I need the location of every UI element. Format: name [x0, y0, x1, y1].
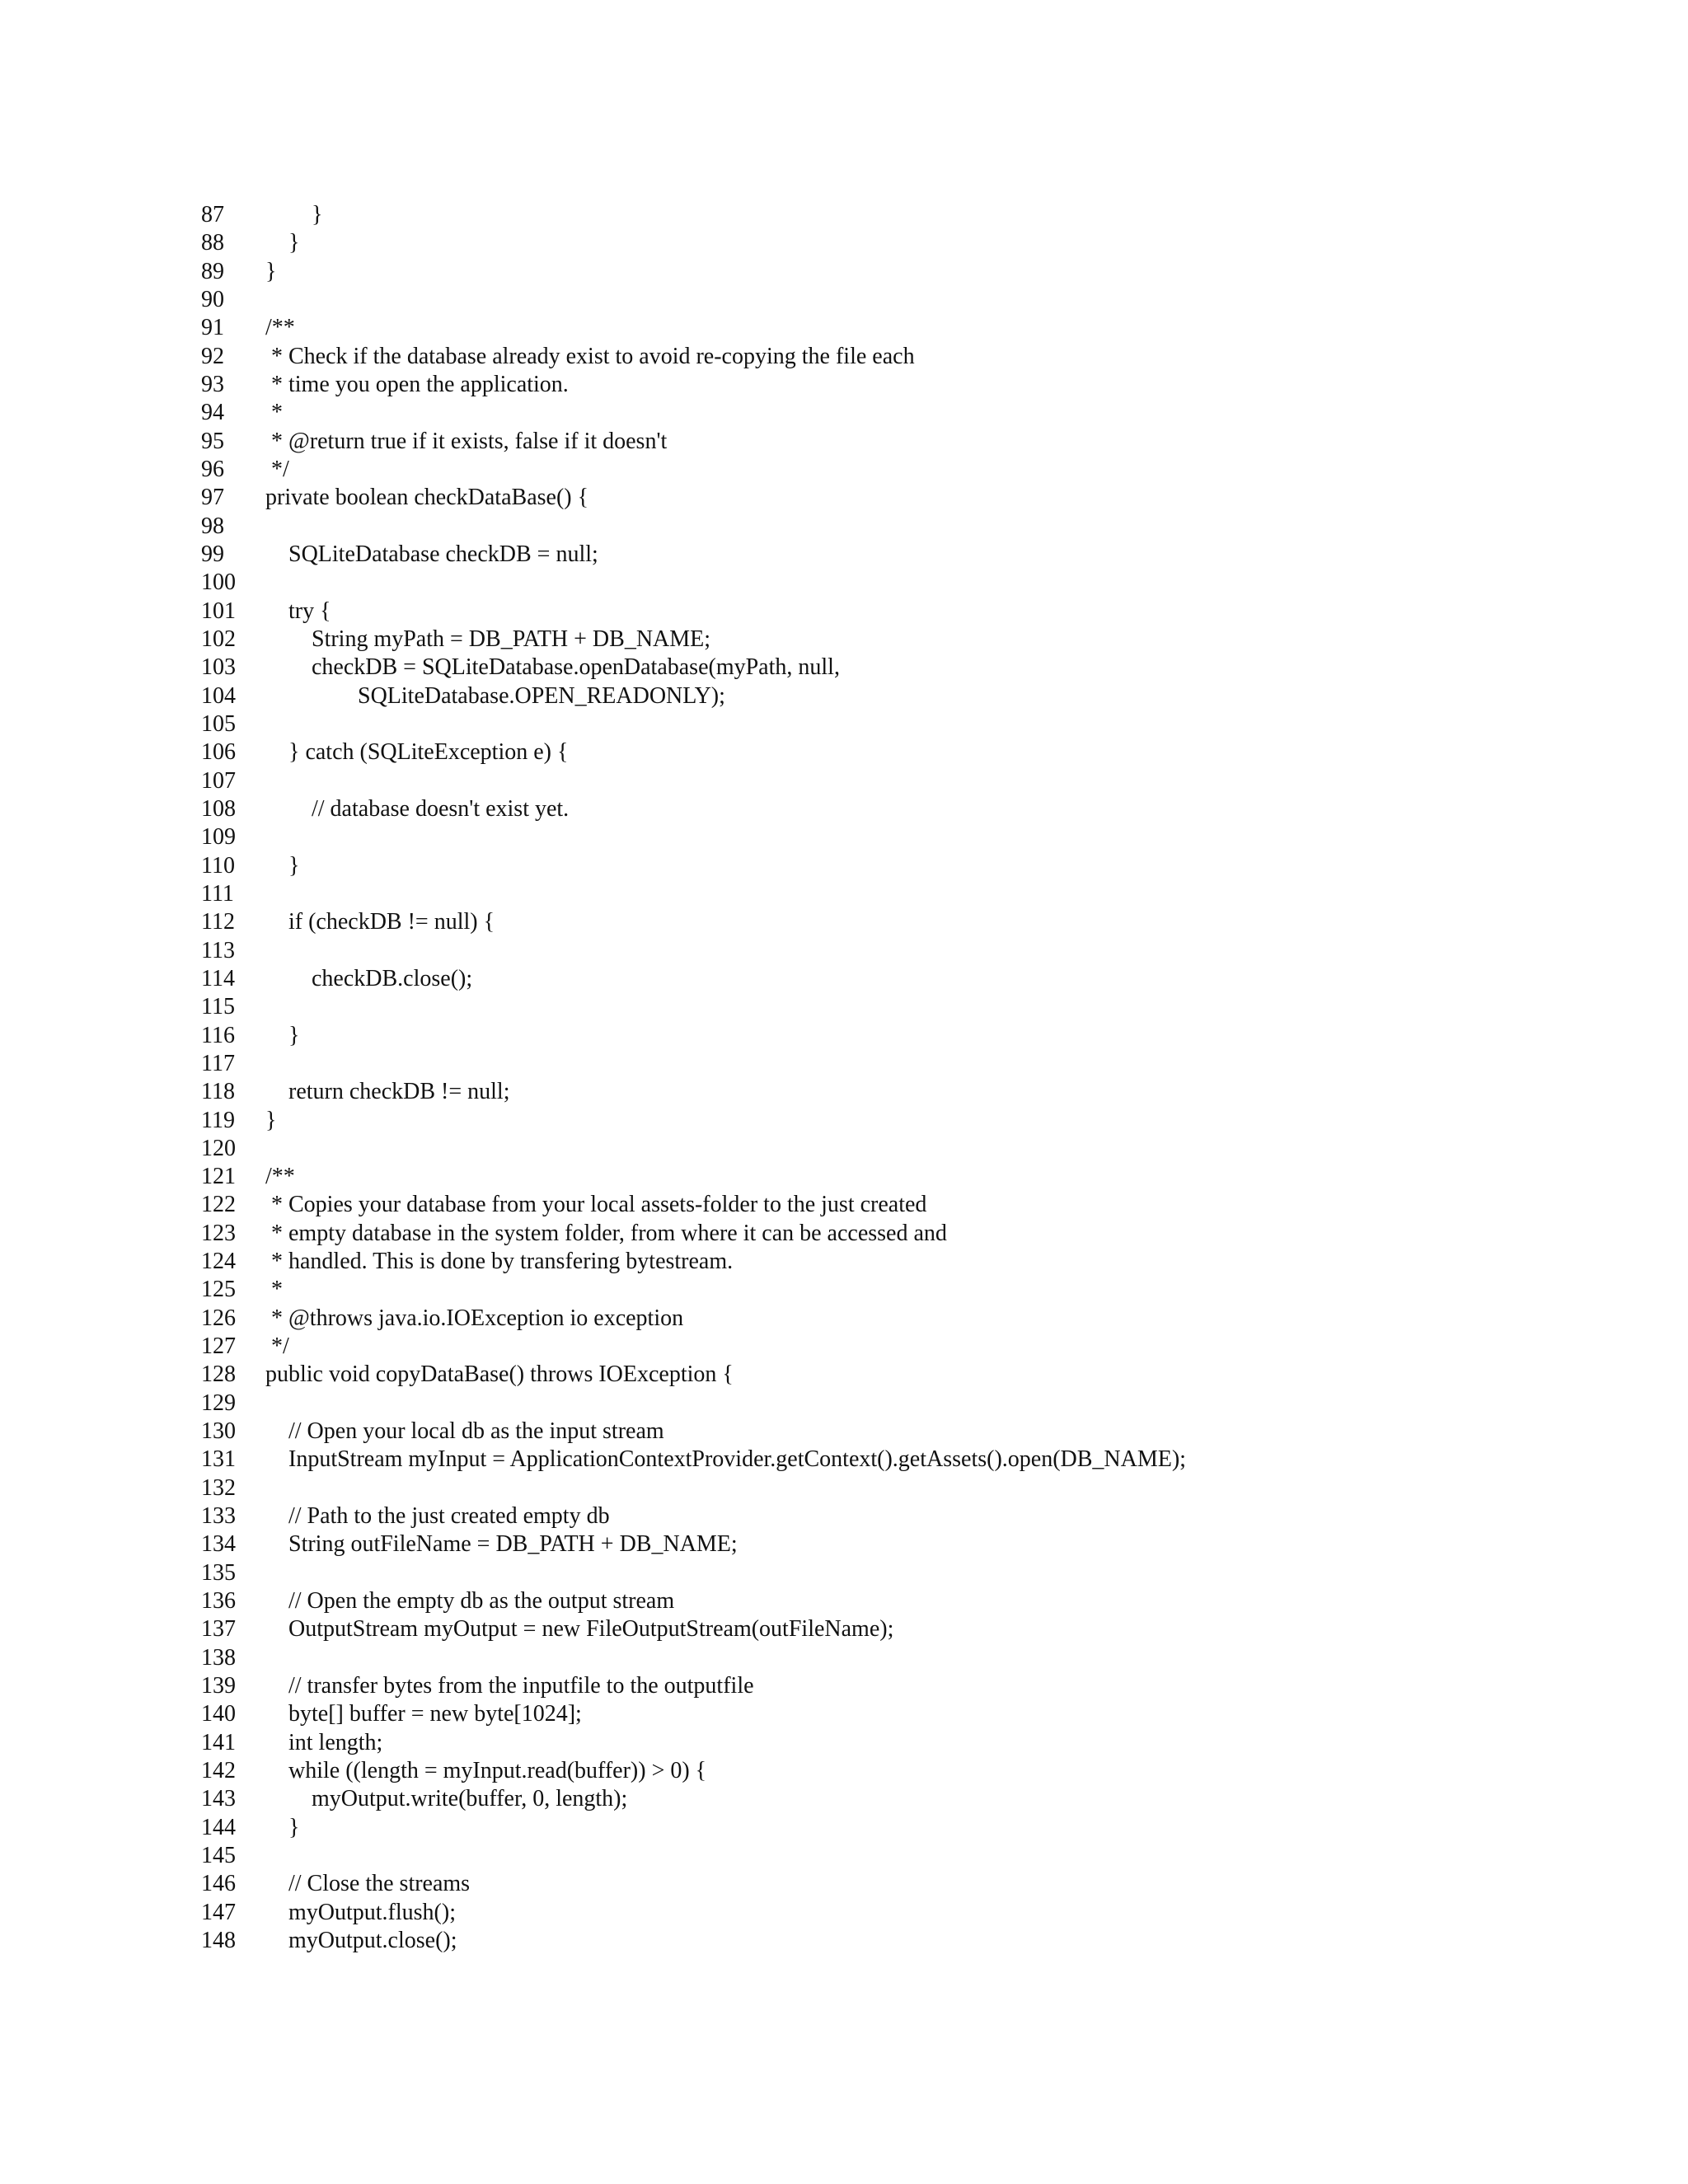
- code-line: [0, 1644, 1688, 1672]
- code-text: String outFileName = DB_PATH + DB_NAME;: [265, 1531, 738, 1558]
- line-number: 115: [201, 994, 235, 1020]
- code-line: [0, 1502, 1688, 1530]
- line-number: 112: [201, 909, 235, 935]
- line-number: 147: [201, 1899, 236, 1925]
- code-text: }: [265, 258, 277, 284]
- code-text: while ((length = myInput.read(buffer)) > 0) {: [265, 1758, 707, 1784]
- code-text: // Close the streams: [265, 1871, 471, 1897]
- code-text: checkDB = SQLiteDatabase.openDatabase(myPath, null,: [265, 654, 840, 681]
- code-text: } catch (SQLiteException e) {: [265, 739, 569, 766]
- line-number: 135: [201, 1559, 236, 1586]
- line-number: 116: [201, 1022, 235, 1048]
- code-line: [0, 1135, 1688, 1163]
- code-text: // Open your local db as the input stream: [265, 1418, 664, 1445]
- line-number: 124: [201, 1249, 236, 1275]
- code-line: [0, 738, 1688, 766]
- code-line: [0, 1899, 1688, 1927]
- code-text: myOutput.write(buffer, 0, length);: [265, 1786, 628, 1812]
- code-line: [0, 1446, 1688, 1474]
- code-text: * handled. This is done by transfering bytestream.: [265, 1249, 734, 1275]
- line-number: 138: [201, 1644, 236, 1671]
- code-text: * @throws java.io.IOException io exception: [265, 1305, 684, 1331]
- line-number: 121: [201, 1164, 236, 1190]
- line-number: 96: [201, 456, 224, 482]
- code-text: int length;: [265, 1729, 383, 1755]
- line-number: 87: [201, 202, 224, 227]
- line-number: 111: [201, 880, 234, 907]
- line-number: 94: [201, 400, 224, 426]
- code-line: [0, 1559, 1688, 1587]
- code-text: * time you open the application.: [265, 371, 569, 397]
- code-text: OutputStream myOutput = new FileOutputStream(outFileName);: [265, 1616, 894, 1643]
- line-number: 119: [201, 1107, 235, 1133]
- code-line: [0, 1191, 1688, 1219]
- line-number: 89: [201, 258, 224, 284]
- code-line: [0, 399, 1688, 427]
- code-text: }: [265, 852, 300, 879]
- code-text: }: [265, 1814, 300, 1840]
- code-line: [0, 1700, 1688, 1728]
- code-line: [0, 1418, 1688, 1446]
- line-number: 92: [201, 343, 224, 369]
- code-text: */: [265, 1333, 289, 1360]
- line-number: 103: [201, 654, 236, 681]
- code-line: [0, 258, 1688, 286]
- line-number: 105: [201, 710, 236, 737]
- code-text: }: [265, 230, 300, 256]
- code-text: *: [265, 1277, 283, 1303]
- code-text: public void copyDataBase() throws IOException {: [265, 1361, 734, 1388]
- code-line: [0, 1050, 1688, 1078]
- code-line: [0, 343, 1688, 371]
- code-line: [0, 286, 1688, 314]
- line-number: 137: [201, 1616, 236, 1643]
- code-listing: [0, 201, 1688, 1955]
- line-number: 102: [201, 626, 236, 652]
- code-text: * Copies your database from your local assets-folder to the just created: [265, 1192, 927, 1218]
- code-text: private boolean checkDataBase() {: [265, 485, 589, 511]
- code-line: [0, 513, 1688, 541]
- line-number: 122: [201, 1192, 236, 1218]
- code-line: [0, 1615, 1688, 1643]
- code-text: // Open the empty db as the output stream: [265, 1588, 675, 1615]
- line-number: 109: [201, 824, 236, 851]
- code-line: [0, 456, 1688, 484]
- code-line: [0, 428, 1688, 456]
- code-line: [0, 626, 1688, 654]
- code-line: [0, 541, 1688, 569]
- code-text: SQLiteDatabase checkDB = null;: [265, 541, 598, 567]
- code-line: [0, 1022, 1688, 1050]
- code-line: [0, 1785, 1688, 1813]
- line-number: 130: [201, 1418, 236, 1445]
- line-number: 146: [201, 1871, 236, 1897]
- code-line: [0, 1276, 1688, 1304]
- code-line: [0, 1870, 1688, 1898]
- code-text: checkDB.close();: [265, 965, 473, 991]
- line-number: 123: [201, 1220, 236, 1246]
- code-line: [0, 1220, 1688, 1248]
- line-number: 133: [201, 1503, 236, 1530]
- code-line: [0, 767, 1688, 795]
- code-text: SQLiteDatabase.OPEN_READONLY);: [265, 682, 725, 709]
- code-line: [0, 1927, 1688, 1955]
- code-line: [0, 993, 1688, 1021]
- line-number: 148: [201, 1928, 236, 1954]
- code-line: [0, 880, 1688, 908]
- code-line: [0, 823, 1688, 851]
- code-line: [0, 1163, 1688, 1191]
- code-line: [0, 314, 1688, 342]
- code-line: [0, 908, 1688, 936]
- line-number: 108: [201, 795, 236, 822]
- code-line: [0, 1361, 1688, 1389]
- code-text: }: [265, 202, 323, 227]
- code-line: [0, 710, 1688, 738]
- line-number: 142: [201, 1758, 236, 1784]
- code-line: [0, 201, 1688, 229]
- code-text: /**: [265, 315, 295, 341]
- code-text: }: [265, 1022, 300, 1048]
- code-text: * @return true if it exists, false if it doesn't: [265, 428, 668, 454]
- code-line: [0, 937, 1688, 965]
- line-number: 125: [201, 1277, 236, 1303]
- line-number: 110: [201, 852, 235, 879]
- line-number: 98: [201, 513, 224, 539]
- code-line: [0, 852, 1688, 880]
- line-number: 101: [201, 598, 236, 624]
- code-line: [0, 1248, 1688, 1276]
- line-number: 136: [201, 1588, 236, 1615]
- line-number: 140: [201, 1701, 236, 1727]
- line-number: 127: [201, 1333, 236, 1360]
- line-number: 139: [201, 1673, 236, 1699]
- line-number: 106: [201, 739, 236, 766]
- code-line: [0, 795, 1688, 823]
- line-number: 117: [201, 1050, 235, 1076]
- line-number: 128: [201, 1361, 236, 1388]
- line-number: 141: [201, 1729, 236, 1755]
- code-line: [0, 1305, 1688, 1333]
- line-number: 113: [201, 937, 235, 963]
- line-number: 131: [201, 1446, 236, 1473]
- line-number: 145: [201, 1843, 236, 1869]
- line-number: 95: [201, 428, 224, 454]
- line-number: 100: [201, 569, 236, 596]
- line-number: 107: [201, 767, 236, 794]
- code-line: [0, 1333, 1688, 1361]
- code-text: return checkDB != null;: [265, 1079, 510, 1105]
- code-text: *: [265, 400, 283, 426]
- line-number: 118: [201, 1079, 235, 1105]
- line-number: 91: [201, 315, 224, 341]
- line-number: 143: [201, 1786, 236, 1812]
- line-number: 129: [201, 1390, 236, 1416]
- code-text: /**: [265, 1164, 295, 1190]
- line-number: 134: [201, 1531, 236, 1558]
- code-line: [0, 1587, 1688, 1615]
- line-number: 99: [201, 541, 224, 567]
- code-line: [0, 1107, 1688, 1135]
- line-number: 114: [201, 965, 235, 991]
- code-line: [0, 965, 1688, 993]
- code-line: [0, 569, 1688, 597]
- line-number: 126: [201, 1305, 236, 1331]
- code-text: */: [265, 456, 289, 482]
- line-number: 90: [201, 286, 224, 312]
- code-text: }: [265, 1107, 277, 1133]
- code-text: if (checkDB != null) {: [265, 909, 495, 935]
- code-line: [0, 1390, 1688, 1418]
- code-text: // transfer bytes from the inputfile to the outputfile: [265, 1673, 754, 1699]
- code-text: * Check if the database already exist to avoid re-copying the file each: [265, 343, 915, 369]
- code-line: [0, 1672, 1688, 1700]
- code-line: [0, 229, 1688, 257]
- code-text: byte[] buffer = new byte[1024];: [265, 1701, 582, 1727]
- line-number: 97: [201, 485, 224, 511]
- code-text: myOutput.close();: [265, 1928, 457, 1954]
- line-number: 93: [201, 371, 224, 397]
- code-line: [0, 654, 1688, 682]
- code-line: [0, 371, 1688, 399]
- code-line: [0, 1474, 1688, 1502]
- code-text: InputStream myInput = ApplicationContextProvider.getContext().getAssets().open(DB_NAME);: [265, 1446, 1186, 1473]
- code-line: [0, 1530, 1688, 1558]
- code-line: [0, 1757, 1688, 1785]
- code-text: myOutput.flush();: [265, 1899, 456, 1925]
- code-text: // Path to the just created empty db: [265, 1503, 610, 1530]
- code-text: String myPath = DB_PATH + DB_NAME;: [265, 626, 711, 652]
- code-line: [0, 682, 1688, 710]
- code-line: [0, 1729, 1688, 1757]
- code-line: [0, 1814, 1688, 1842]
- line-number: 144: [201, 1814, 236, 1840]
- line-number: 104: [201, 682, 236, 709]
- code-line: [0, 598, 1688, 626]
- line-number: 132: [201, 1474, 236, 1501]
- line-number: 88: [201, 230, 224, 256]
- code-line: [0, 1078, 1688, 1106]
- code-text: try {: [265, 598, 331, 624]
- line-number: 120: [201, 1135, 236, 1161]
- code-text: * empty database in the system folder, from where it can be accessed and: [265, 1220, 947, 1246]
- code-text: // database doesn't exist yet.: [265, 795, 570, 822]
- code-line: [0, 484, 1688, 512]
- code-line: [0, 1842, 1688, 1870]
